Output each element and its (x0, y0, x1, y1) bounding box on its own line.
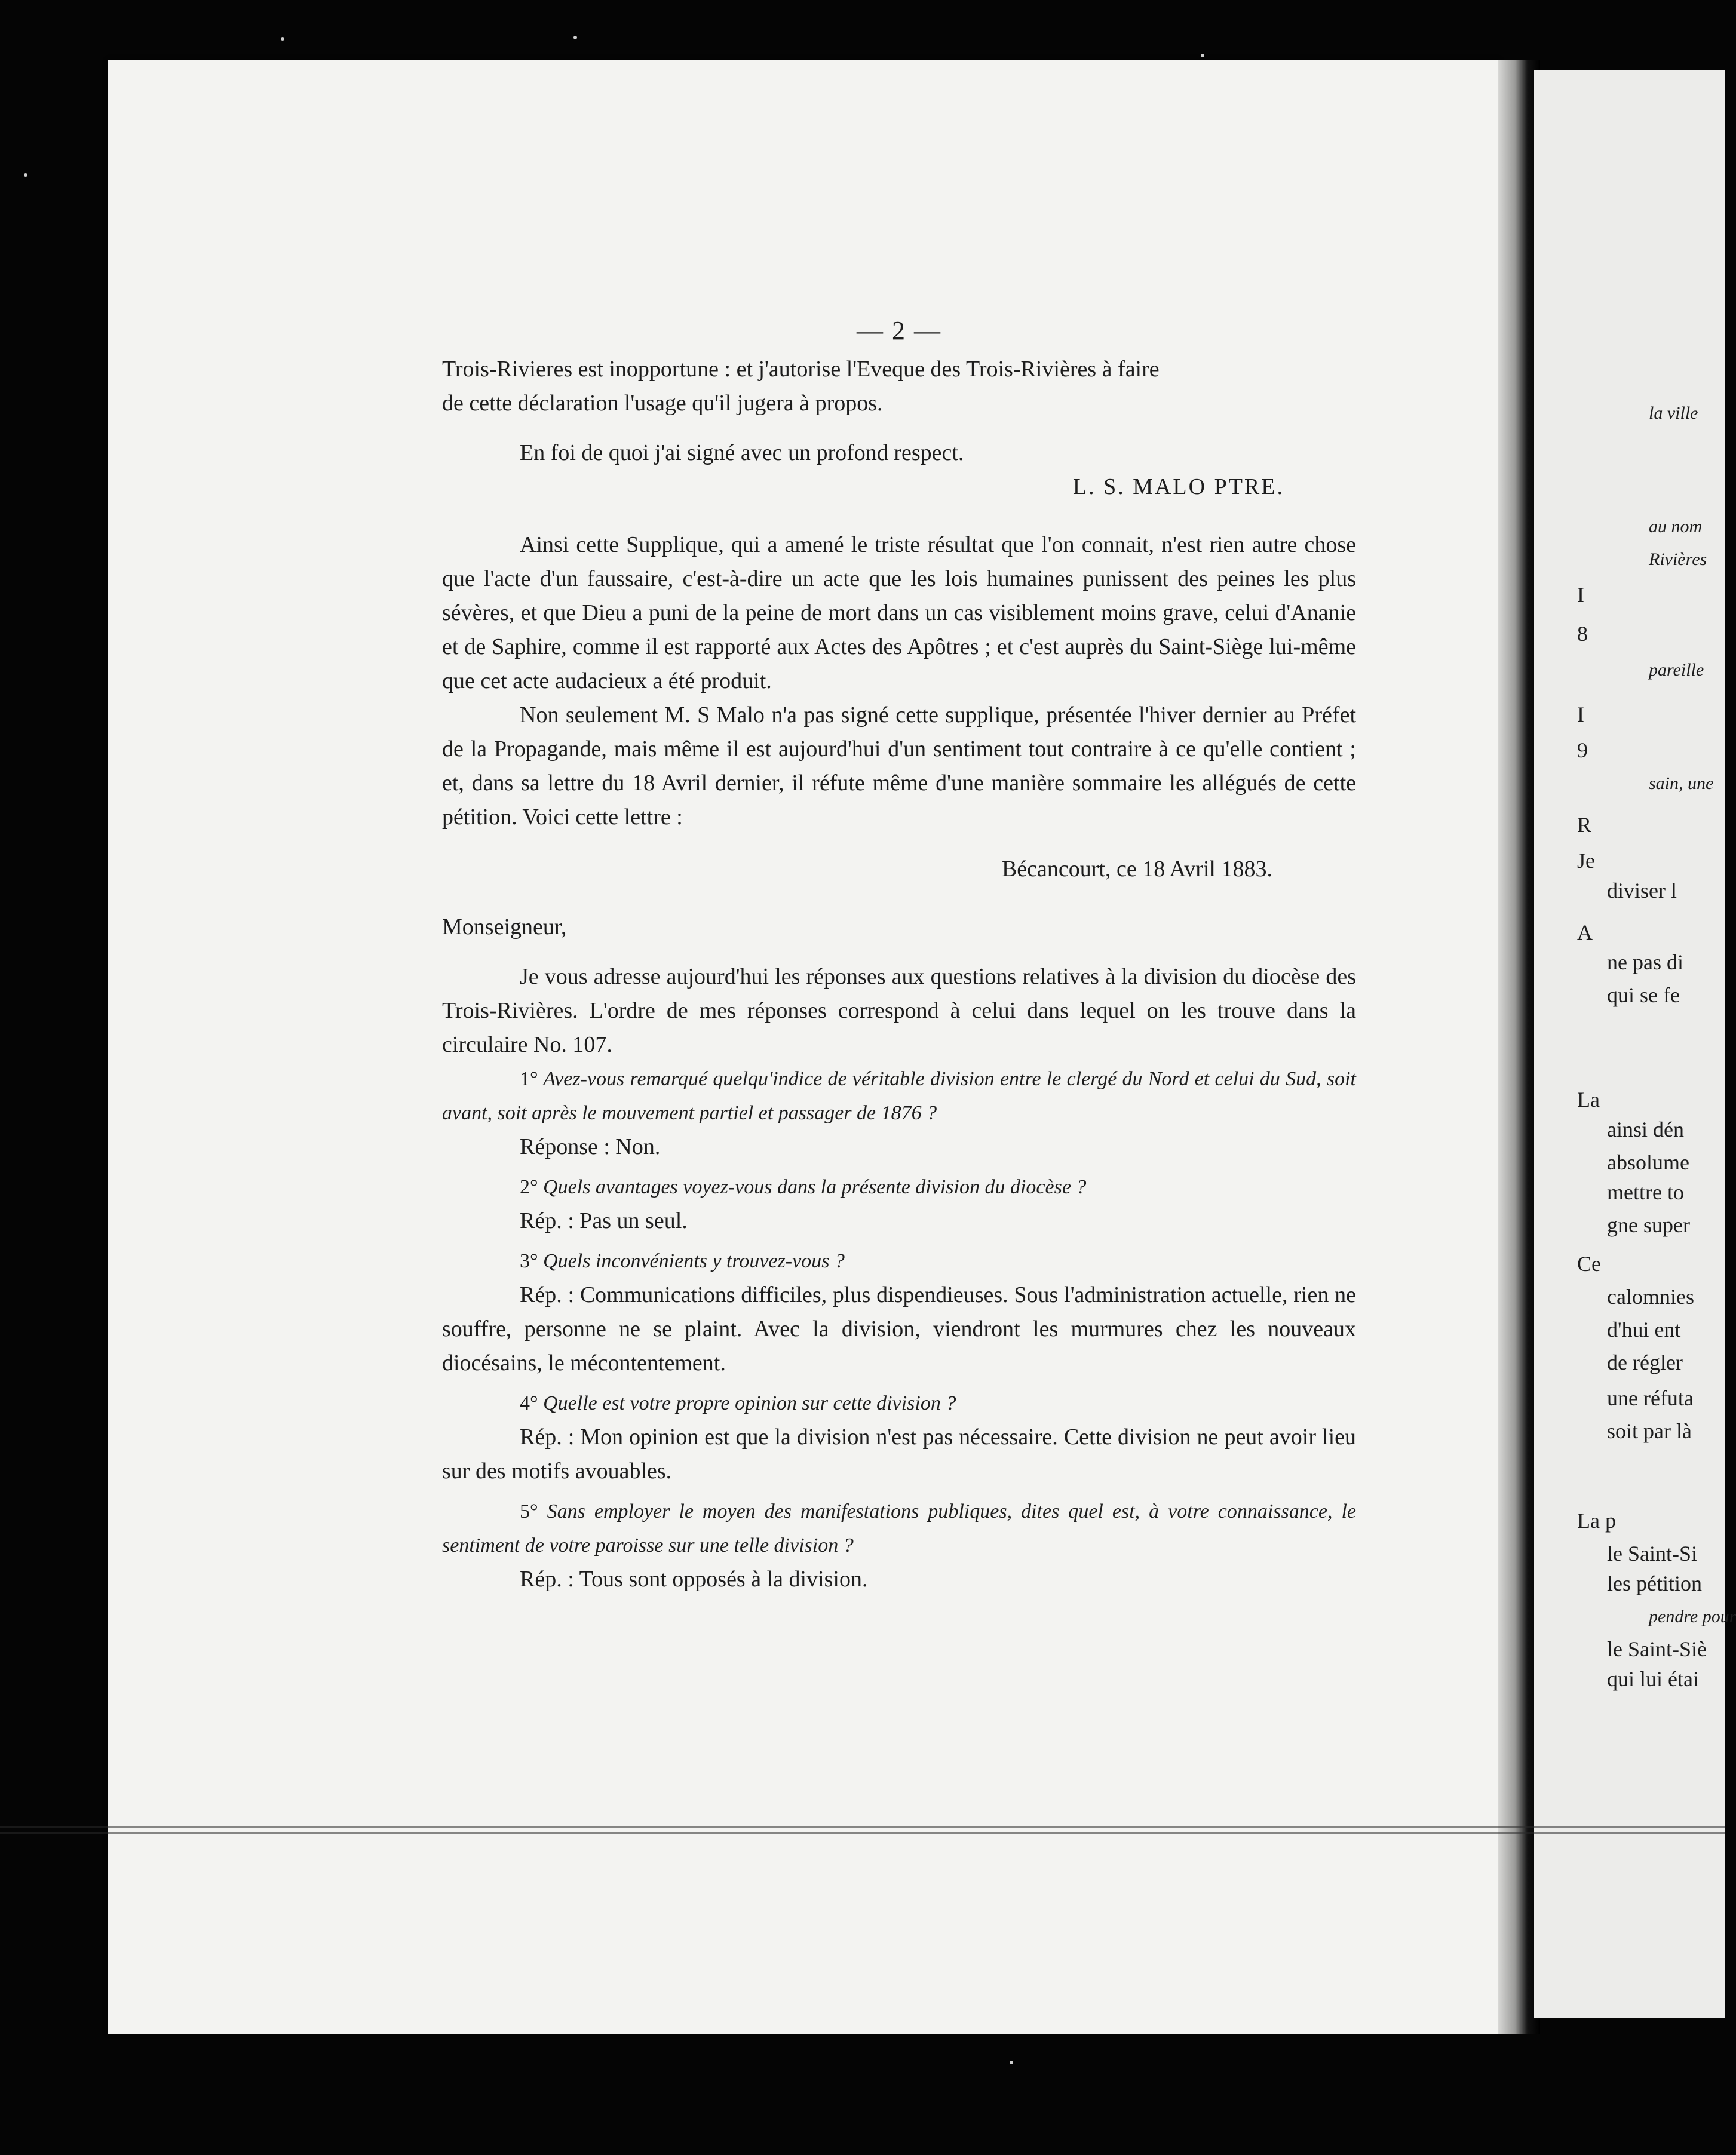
facing-page-fragment: Ce (1577, 1252, 1601, 1276)
qa-item (442, 1170, 1356, 1238)
facing-page-fragment: sain, une (1649, 773, 1714, 793)
page-number: — 2 — (857, 316, 941, 345)
qa-item (442, 1244, 1356, 1380)
question (442, 1386, 1356, 1420)
question-text: Sans employer le moyen des manifestations publiques, dites quel est, à votre connaissance, le sentiment de votre paroisse sur une telle division ? (442, 1500, 1356, 1557)
facing-page-fragment: La p (1577, 1509, 1616, 1533)
text-line: de cette déclaration l'usage qu'il jugera à propos. (442, 391, 883, 416)
scan-line (0, 1826, 1725, 1828)
facing-page (1534, 70, 1725, 2018)
question-number: 3° (520, 1250, 538, 1272)
dateline: Bécancourt, ce 18 Avril 1883. (1001, 857, 1272, 882)
facing-page-fragment: 8 (1577, 622, 1588, 646)
facing-page-fragment: La (1577, 1088, 1600, 1112)
facing-page-fragment: qui se fe (1607, 983, 1680, 1007)
question-text: Quelle est votre propre opinion sur cette division ? (543, 1392, 956, 1414)
facing-page-fragment: de régler (1607, 1350, 1683, 1374)
facing-page-fragment: A (1577, 920, 1593, 944)
question (442, 1244, 1356, 1278)
answer: Rép. : Tous sont opposés à la division. (520, 1567, 868, 1592)
facing-page-fragment: Je (1577, 849, 1595, 873)
facing-page-fragment: absolume (1607, 1150, 1689, 1174)
facing-page-fragment: Rivières (1649, 550, 1707, 569)
scan-line (0, 1832, 1725, 1834)
facing-page-fragment: au nom (1649, 517, 1703, 536)
facing-page-fragment: calomnies (1607, 1285, 1694, 1309)
facing-page-fragment: la ville (1649, 403, 1698, 423)
answer: Rép. : Mon opinion est que la division n'est pas nécessaire. Cette division ne peut avoir lieu sur des motifs avouables. (442, 1425, 1356, 1484)
facing-page-fragment: mettre to (1607, 1180, 1684, 1204)
answer: Réponse : Non. (520, 1134, 661, 1159)
facing-page-fragment: R (1577, 813, 1592, 837)
attestation: En foi de quoi j'ai signé avec un profond respect. (520, 440, 964, 465)
question-text: Avez-vous remarqué quelqu'indice de véritable division entre le clergé du Nord et celui du Sud, soit avant, soit après le mouvement partiel et passager de 1876 ? (442, 1068, 1356, 1124)
qa-item (442, 1062, 1356, 1164)
paragraph-je-vous: Je vous adresse aujourd'hui les réponses aux questions relatives à la division du diocèse des Trois-Rivières. L'ordre de mes réponses correspond à celui dans lequel on les trouve dans la circulaire No. 107. (442, 964, 1356, 1057)
signature: L. S. MALO PTRE. (1072, 474, 1284, 499)
dust-speck (1010, 2061, 1013, 2064)
facing-page-fragment: soit par là (1607, 1419, 1692, 1443)
facing-page-fragment: le Saint-Si (1607, 1542, 1697, 1565)
facing-page-fragment: pendre pour (1649, 1607, 1736, 1626)
text-line: Trois-Rivieres est inopportune : et j'autorise l'Eveque des Trois-Rivières à faire (442, 357, 1160, 382)
question-text: Quels inconvénients y trouvez-vous ? (543, 1250, 845, 1272)
question-text: Quels avantages voyez-vous dans la présente division du diocèse ? (543, 1176, 1087, 1198)
facing-page-fragment: I (1577, 702, 1584, 726)
answer: Rép. : Pas un seul. (520, 1208, 688, 1233)
facing-page-fragment: les pétition (1607, 1571, 1702, 1595)
question-number: 1° (520, 1068, 538, 1090)
dust-speck (281, 37, 284, 41)
facing-page-fragment: I (1577, 583, 1584, 607)
dust-speck (24, 173, 27, 177)
paragraph-ainsi: Ainsi cette Supplique, qui a amené le triste résultat que l'on connait, n'est rien autre chose que l'acte d'un faussaire, c'est-à-dire un acte que les lois humaines punissent des peines les plus sévères, et que Dieu a puni de la peine de mort dans un cas visiblement moins grave, celui d'Ananie et de Saphire, comme il est rapporté aux Actes des Apôtres ; et c'est auprès du Saint-Siège lui-même que cet acte audacieux a été produit. (442, 532, 1356, 693)
question (442, 1494, 1356, 1562)
question-number: 4° (520, 1392, 538, 1414)
document-body (442, 314, 1356, 1603)
facing-page-fragment: ne pas di (1607, 950, 1683, 974)
facing-page-fragment: diviser l (1607, 879, 1677, 902)
facing-page-fragment: une réfuta (1607, 1386, 1694, 1410)
paragraph-non-seulement: Non seulement M. S Malo n'a pas signé cette supplique, présentée l'hiver dernier au Préfet de la Propagande, mais même il est aujourd'hui d'un sentiment tout contraire à ce qu'elle contient ; et, dans sa lettre du 18 Avril dernier, il réfute même d'une manière sommaire les allégués de cette pétition. Voici cette lettre : (442, 702, 1356, 830)
answer: Rép. : Communications difficiles, plus dispendieuses. Sous l'administration actuelle, rien ne souffre, personne ne se plaint. Avec la division, viendront les murmures chez les nouveaux diocésains, le mécontentement. (442, 1282, 1356, 1376)
facing-page-fragment: qui lui étai (1607, 1667, 1699, 1691)
question (442, 1062, 1356, 1130)
question-number: 5° (520, 1500, 538, 1522)
facing-page-fragment: 9 (1577, 738, 1588, 762)
question (442, 1170, 1356, 1204)
facing-page-fragment: pareille (1649, 660, 1704, 680)
facing-page-fragment: gne super (1607, 1213, 1690, 1237)
facing-page-fragment: ainsi dén (1607, 1118, 1684, 1141)
salutation: Monseigneur, (442, 914, 567, 940)
question-number: 2° (520, 1176, 538, 1198)
dust-speck (573, 36, 577, 39)
facing-page-fragment: le Saint-Siè (1607, 1637, 1707, 1661)
qa-item (442, 1494, 1356, 1597)
dust-speck (1201, 54, 1204, 57)
qa-item (442, 1386, 1356, 1488)
facing-page-fragment: d'hui ent (1607, 1318, 1681, 1341)
